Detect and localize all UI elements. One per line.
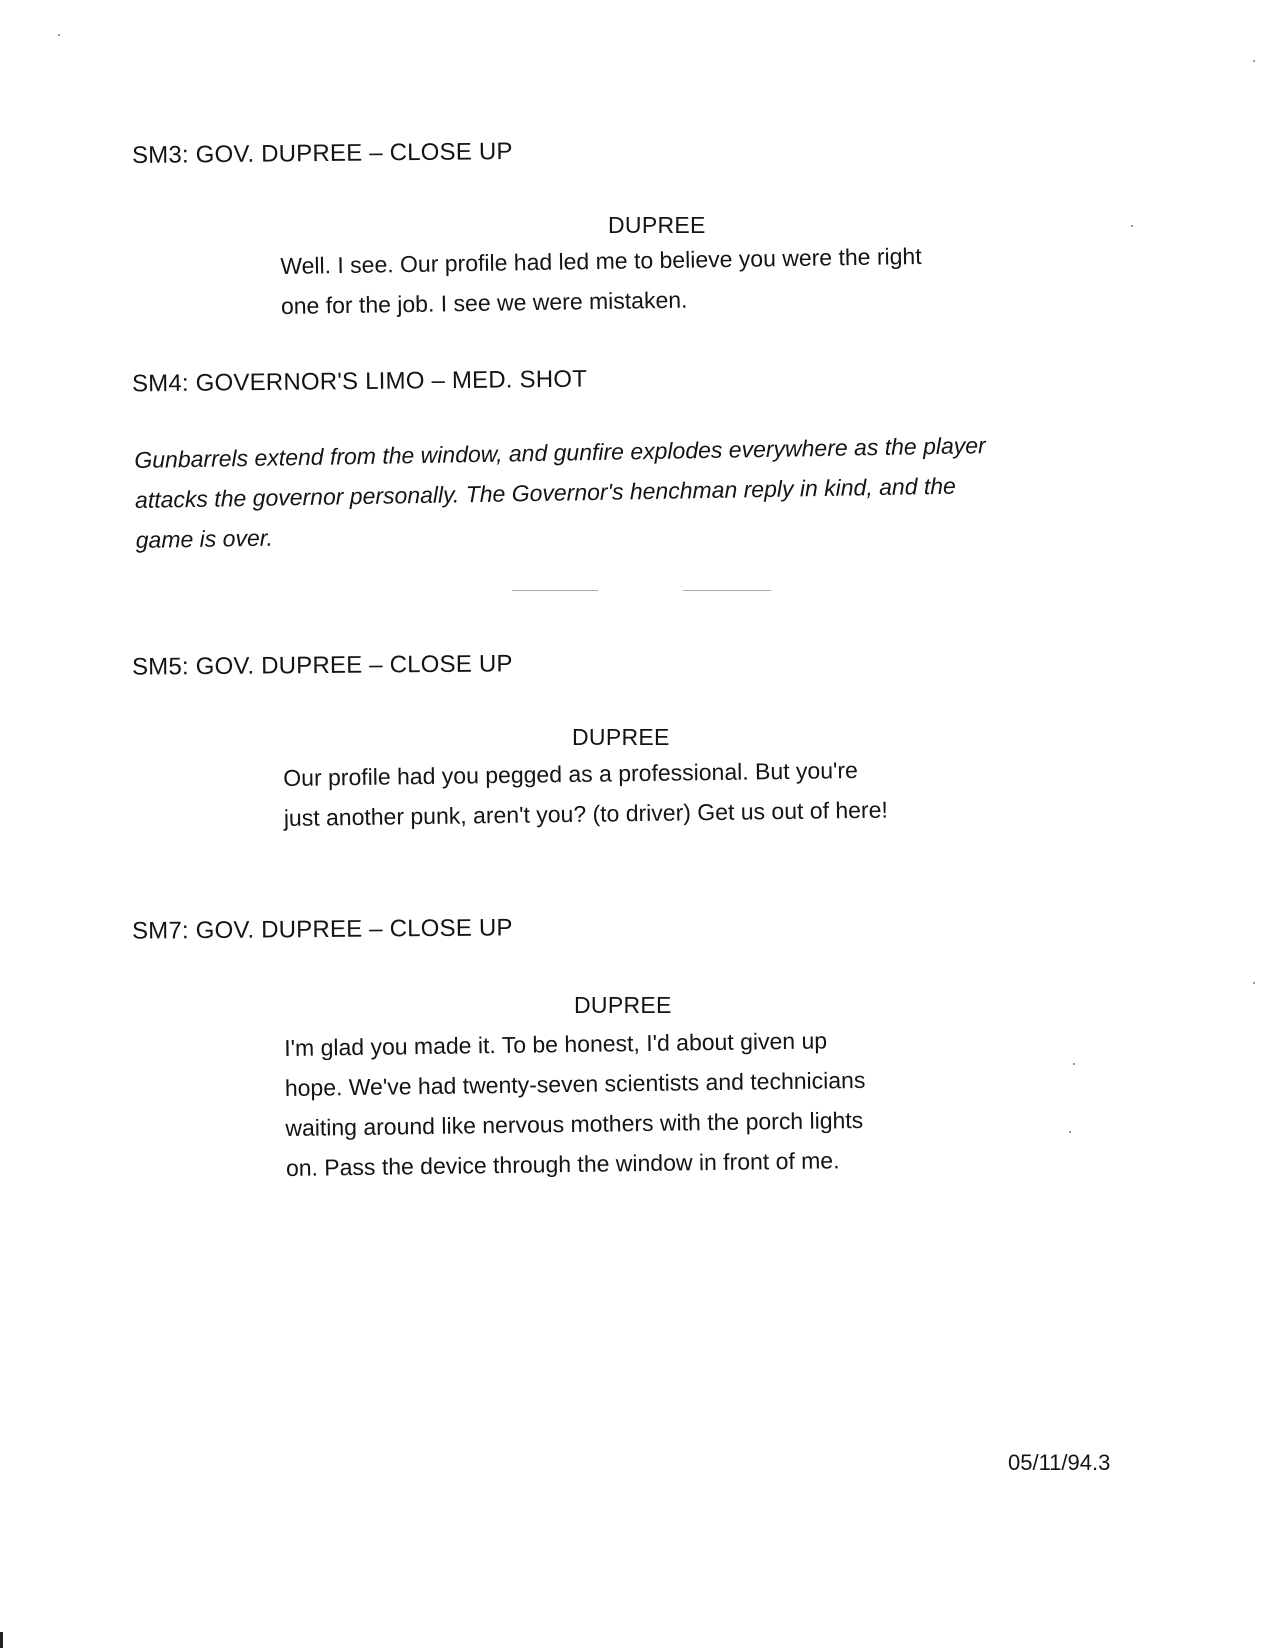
scan-artifact (58, 34, 60, 36)
dialogue-block-sm3 (280, 236, 923, 326)
scan-artifact (1253, 60, 1255, 62)
scan-artifact (1073, 1063, 1075, 1065)
dialogue-line: on. Pass the device through the window in front of me. (285, 1147, 840, 1181)
character-name: DUPREE (572, 724, 670, 750)
dialogue-line: one for the job. I see we were mistaken. (280, 286, 688, 319)
scan-artifact (1069, 1131, 1071, 1133)
character-name: DUPREE (608, 212, 706, 238)
dialogue-line: hope. We've had twenty-seven scientists and technicians (284, 1066, 866, 1101)
dialogue-line: just another punk, aren't you? (to driver) Get us out of here! (283, 796, 888, 831)
scene-heading-sm7: SM7: GOV. DUPREE – CLOSE UP (131, 914, 513, 945)
dialogue-line: Our profile had you pegged as a professional. But you're (283, 756, 859, 791)
scan-artifact (1253, 982, 1255, 984)
character-name: DUPREE (574, 992, 672, 1018)
action-block-sm4 (134, 425, 987, 560)
scene-heading-sm5: SM5: GOV. DUPREE – CLOSE UP (131, 650, 513, 681)
dialogue-line: I'm glad you made it. To be honest, I'd about given up (284, 1027, 828, 1061)
scan-artifact (0, 1632, 3, 1648)
action-line: attacks the governor personally. The Governor's henchman reply in kind, and the (134, 472, 957, 513)
action-line: game is over. (135, 524, 274, 553)
scan-artifact (683, 590, 771, 591)
dialogue-line: Well. I see. Our profile had led me to believe you were the right (280, 242, 922, 279)
scene-heading-sm3: SM3: GOV. DUPREE – CLOSE UP (131, 138, 513, 169)
scan-artifact (512, 590, 598, 591)
action-line: Gunbarrels extend from the window, and gunfire explodes everywhere as the player (134, 432, 986, 473)
scan-artifact (1131, 225, 1133, 227)
dialogue-block-sm7 (284, 1020, 867, 1188)
dialogue-block-sm5 (283, 750, 888, 838)
document-code: 05/11/94.3 (1008, 1450, 1111, 1475)
scene-heading-sm4: SM4: GOVERNOR'S LIMO – MED. SHOT (131, 365, 588, 398)
dialogue-line: waiting around like nervous mothers with the porch lights (285, 1106, 864, 1141)
